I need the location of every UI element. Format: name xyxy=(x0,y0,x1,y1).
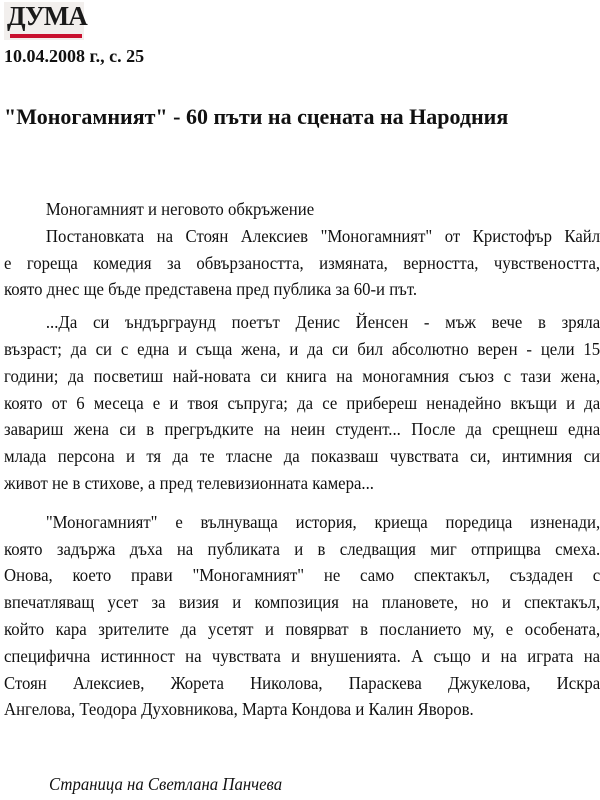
logo-accent-bar xyxy=(10,34,82,38)
article-line: Стоян Алексиев, Жорета Николова, Параскева Джукелова, Искра xyxy=(4,672,600,693)
article-line: специфична истинност на чувствата и внушенията. А също и на играта на xyxy=(4,645,600,666)
article-line: години; да посветиш най-новата си книга на моногамния съюз с тази жена, xyxy=(4,365,600,386)
article-line: която задържа дъха на публиката и в следващия миг отприщва смеха. xyxy=(4,538,600,559)
article-body xyxy=(4,196,600,723)
dateline: 10.04.2008 г., с. 25 xyxy=(4,46,145,66)
article-line: живот не в стихове, а пред телевизионната камера... xyxy=(4,472,374,493)
article-line: която от 6 месеца е и твоя съпруга; да се прибереш ненадейно вкъщи и да xyxy=(4,392,600,413)
newspaper-logo xyxy=(4,1,87,40)
article-line: Моногамният и неговото обкръжение xyxy=(45,199,315,219)
article-line: Постановката на Стоян Алексиев "Моногамният" от Кристофър Кайл xyxy=(45,225,600,246)
article-line: Онова, което прави "Моногамният" не само спектакъл, създаден с xyxy=(4,565,600,586)
author-signature: Страница на Светлана Панчева xyxy=(49,774,283,794)
article-line: ...Да си ъндърграунд поетът Денис Йенсен - мъж вече в зряла xyxy=(45,312,600,333)
article-line: "Моногамният" е вълнуваща история, криеща поредица изненади, xyxy=(45,511,600,532)
paragraph-gap xyxy=(4,497,600,509)
logo-text: ДУМА xyxy=(7,1,87,31)
article-line: е гореща комедия за обвързаността, измяната, верността, чувствеността, xyxy=(4,252,600,273)
article-line: млада персона и тя да те тласне да показваш чувствата си, интимния си xyxy=(4,446,600,467)
article-line: Ангелова, Теодора Духовникова, Марта Кондова и Калин Яворов. xyxy=(4,699,474,720)
article-line: завариш жена си в прегръдките на неин студент... После да срещнеш една xyxy=(4,419,600,440)
article-title: "Моногамният" - 60 пъти на сцената на Народния xyxy=(4,104,509,129)
article-line: възраст; да си с една и съща жена, и да си бил абсолютно верен - цели 15 xyxy=(4,338,600,359)
article-line: впечатляващ усет за визия и композиция на плановете, но и спектакъл, xyxy=(4,592,600,613)
article-line: която днес ще бъде представена пред публика за 60-и път. xyxy=(4,279,418,300)
article-line: който кара зрителите да усетят и повярват в посланието му, е особената, xyxy=(4,618,600,639)
